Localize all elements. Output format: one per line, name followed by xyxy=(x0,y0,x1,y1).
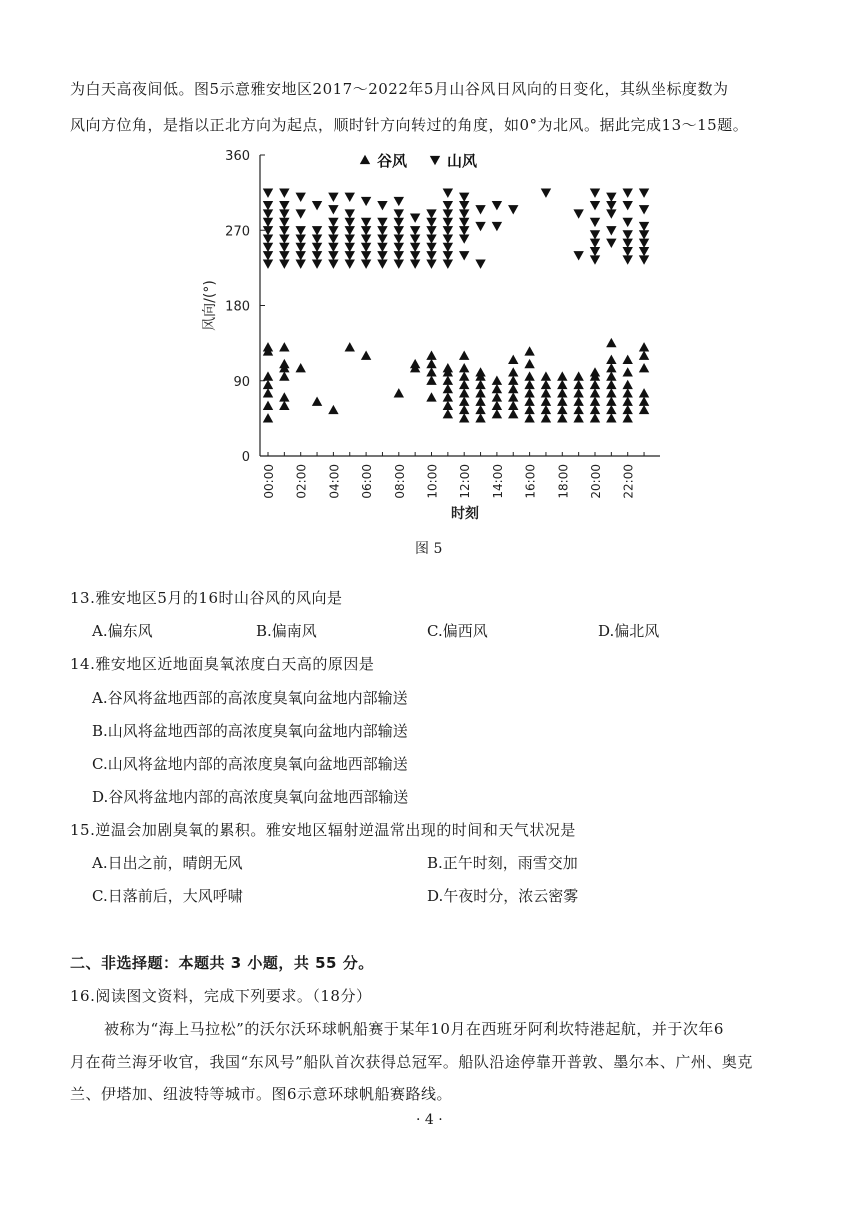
mountain-wind-point xyxy=(623,247,633,256)
mountain-wind-point xyxy=(475,222,485,231)
mountain-wind-point xyxy=(279,226,289,235)
valley-wind-point xyxy=(573,413,583,422)
valley-wind-point xyxy=(443,392,453,401)
y-tick-label: 90 xyxy=(233,374,250,390)
valley-wind-point xyxy=(639,350,649,359)
valley-wind-point xyxy=(557,396,567,405)
legend-valley-wind-label: 谷风 xyxy=(377,152,408,170)
q15-option-a[interactable]: A.日出之前，晴朗无风 xyxy=(92,854,243,872)
q14-option-c[interactable]: C.山风将盆地内部的高浓度臭氧向盆地西部输送 xyxy=(92,755,408,773)
valley-wind-point xyxy=(508,392,518,401)
valley-wind-point xyxy=(541,413,551,422)
mountain-wind-point xyxy=(377,243,387,252)
valley-wind-point xyxy=(345,342,355,351)
valley-wind-point xyxy=(508,367,518,376)
mountain-wind-point xyxy=(279,243,289,252)
valley-wind-point xyxy=(606,380,616,389)
valley-wind-point xyxy=(606,363,616,372)
mountain-wind-point xyxy=(296,193,306,202)
mountain-wind-point xyxy=(459,234,469,243)
q14-option-d[interactable]: D.谷风将盆地内部的高浓度臭氧向盆地西部输送 xyxy=(92,788,409,806)
valley-wind-point xyxy=(573,388,583,397)
mountain-wind-point xyxy=(410,234,420,243)
mountain-wind-point xyxy=(394,243,404,252)
mountain-wind-point xyxy=(263,209,273,218)
mountain-wind-point xyxy=(606,209,616,218)
mountain-wind-point xyxy=(475,205,485,214)
mountain-wind-point xyxy=(459,201,469,210)
mountain-wind-point xyxy=(312,201,322,210)
q15-option-c[interactable]: C.日落前后，大风呼啸 xyxy=(92,887,243,905)
valley-wind-point xyxy=(623,405,633,414)
valley-wind-point xyxy=(573,396,583,405)
mountain-wind-point xyxy=(328,226,338,235)
q15-stem: 15.逆温会加剧臭氧的累积。雅安地区辐射逆温常出现的时间和天气状况是 xyxy=(70,821,576,839)
valley-wind-point xyxy=(492,384,502,393)
mountain-wind-point xyxy=(410,214,420,223)
mountain-wind-point xyxy=(590,188,600,197)
valley-wind-point xyxy=(443,409,453,418)
mountain-wind-point xyxy=(394,251,404,260)
mountain-wind-point xyxy=(639,188,649,197)
valley-wind-point xyxy=(459,371,469,380)
q16-paragraph-3: 兰、伊塔加、纽波特等城市。图6示意环球帆船赛路线。 xyxy=(70,1085,453,1103)
figure-caption: 图 5 xyxy=(415,541,443,557)
mountain-wind-point xyxy=(377,260,387,269)
valley-wind-point xyxy=(557,405,567,414)
mountain-wind-point xyxy=(263,226,273,235)
mountain-wind-point xyxy=(279,188,289,197)
valley-wind-point xyxy=(279,392,289,401)
mountain-wind-point xyxy=(296,226,306,235)
mountain-wind-point xyxy=(443,188,453,197)
valley-wind-point xyxy=(557,380,567,389)
x-tick-label: 10:00 xyxy=(425,464,440,499)
mountain-wind-point xyxy=(410,226,420,235)
valley-wind-point xyxy=(443,363,453,372)
valley-wind-point xyxy=(508,401,518,410)
mountain-wind-point xyxy=(573,251,583,260)
mountain-wind-point xyxy=(443,201,453,210)
valley-wind-point xyxy=(394,388,404,397)
x-tick-label: 18:00 xyxy=(556,464,571,499)
valley-wind-point xyxy=(492,392,502,401)
wind-direction-chart xyxy=(190,140,670,530)
q14-stem: 14.雅安地区近地面臭氧浓度白天高的原因是 xyxy=(70,655,375,673)
valley-wind-point xyxy=(475,413,485,422)
valley-wind-point xyxy=(524,405,534,414)
valley-wind-point xyxy=(541,380,551,389)
mountain-wind-point xyxy=(345,260,355,269)
valley-wind-point xyxy=(361,350,371,359)
mountain-wind-point xyxy=(590,230,600,239)
mountain-wind-point xyxy=(345,226,355,235)
mountain-wind-point xyxy=(377,226,387,235)
valley-wind-point xyxy=(623,388,633,397)
valley-wind-point xyxy=(508,409,518,418)
mountain-wind-point xyxy=(443,234,453,243)
mountain-wind-point xyxy=(606,226,616,235)
valley-wind-point xyxy=(426,359,436,368)
mountain-wind-point xyxy=(394,260,404,269)
mountain-wind-point xyxy=(296,260,306,269)
mountain-wind-point xyxy=(263,260,273,269)
valley-wind-point xyxy=(475,380,485,389)
q16-stem: 16.阅读图文资料，完成下列要求。（18分） xyxy=(70,987,372,1005)
chart-legend xyxy=(360,152,478,170)
valley-wind-point xyxy=(524,388,534,397)
mountain-wind-point xyxy=(639,205,649,214)
valley-wind-point xyxy=(492,401,502,410)
y-tick-label: 180 xyxy=(225,299,250,315)
mountain-wind-point xyxy=(263,201,273,210)
mountain-wind-point xyxy=(606,239,616,248)
mountain-wind-point xyxy=(345,218,355,227)
mountain-wind-point xyxy=(361,226,371,235)
mountain-wind-point xyxy=(443,226,453,235)
mountain-wind-point xyxy=(279,201,289,210)
valley-wind-point xyxy=(590,380,600,389)
valley-wind-point xyxy=(508,355,518,364)
mountain-wind-point xyxy=(426,243,436,252)
valley-wind-point xyxy=(606,355,616,364)
mountain-wind-point xyxy=(279,260,289,269)
mountain-wind-point xyxy=(345,234,355,243)
valley-wind-point xyxy=(590,388,600,397)
intro-line-2: 风向方位角，是指以正北方向为起点，顺时针方向转过的角度，如0°为北风。据此完成13～15题。 xyxy=(70,116,749,134)
mountain-wind-point xyxy=(590,247,600,256)
valley-wind-point xyxy=(639,405,649,414)
mountain-wind-point xyxy=(361,218,371,227)
q15-option-b[interactable]: B.正午时刻，雨雪交加 xyxy=(427,854,578,872)
q13-option-d[interactable]: D.偏北风 xyxy=(598,622,660,640)
mountain-wind-point xyxy=(377,251,387,260)
q15-option-d[interactable]: D.午夜时分，浓云密雾 xyxy=(427,887,579,905)
valley-wind-point xyxy=(459,405,469,414)
valley-wind-point xyxy=(557,413,567,422)
mountain-wind-point xyxy=(361,243,371,252)
x-tick-label: 08:00 xyxy=(392,464,407,499)
mountain-wind-point xyxy=(492,222,502,231)
x-tick-label: 20:00 xyxy=(589,464,603,499)
mountain-wind-point xyxy=(345,251,355,260)
mountain-wind-point xyxy=(410,243,420,252)
valley-wind-point xyxy=(623,413,633,422)
valley-wind-point xyxy=(573,371,583,380)
mountain-wind-point xyxy=(410,260,420,269)
mountain-wind-point xyxy=(459,251,469,260)
legend-valley-wind-marker xyxy=(360,155,370,164)
q16-paragraph-2: 月在荷兰海牙收官，我国“东风号”船队首次获得总冠军。船队沿途停靠开普敦、墨尔本、广州、奥克 xyxy=(70,1053,753,1071)
valley-wind-point xyxy=(492,409,502,418)
page-number: · 4 · xyxy=(416,1112,443,1128)
valley-wind-point xyxy=(590,396,600,405)
mountain-wind-point xyxy=(590,239,600,248)
mountain-wind-point xyxy=(426,209,436,218)
valley-wind-point xyxy=(426,392,436,401)
mountain-wind-point xyxy=(639,247,649,256)
mountain-wind-point xyxy=(345,243,355,252)
valley-wind-point xyxy=(606,371,616,380)
q16-paragraph-1: 被称为“海上马拉松”的沃尔沃环球帆船赛于某年10月在西班牙阿利坎特港起航，并于次年6 xyxy=(104,1020,724,1038)
mountain-wind-point xyxy=(328,243,338,252)
valley-wind-point xyxy=(459,388,469,397)
mountain-wind-point xyxy=(623,255,633,264)
x-tick-label: 16:00 xyxy=(523,464,538,499)
valley-wind-point xyxy=(573,405,583,414)
mountain-wind-point xyxy=(443,243,453,252)
valley-wind-point xyxy=(443,376,453,385)
mountain-wind-point xyxy=(361,234,371,243)
valley-wind-point xyxy=(426,376,436,385)
valley-wind-point xyxy=(263,413,273,422)
mountain-wind-point xyxy=(426,234,436,243)
mountain-wind-point xyxy=(312,226,322,235)
mountain-wind-point xyxy=(443,218,453,227)
mountain-wind-point xyxy=(459,209,469,218)
valley-wind-point xyxy=(475,388,485,397)
q13-stem: 13.雅安地区5月的16时山谷风的风向是 xyxy=(70,589,343,607)
mountain-wind-point xyxy=(312,234,322,243)
mountain-wind-point xyxy=(263,234,273,243)
valley-wind-point xyxy=(328,405,338,414)
mountain-wind-point xyxy=(328,260,338,269)
mountain-wind-point xyxy=(606,201,616,210)
mountain-wind-point xyxy=(312,243,322,252)
valley-wind-point xyxy=(279,401,289,410)
mountain-wind-point xyxy=(328,234,338,243)
y-tick-label: 270 xyxy=(225,224,250,240)
valley-wind-point xyxy=(623,355,633,364)
x-tick-label: 12:00 xyxy=(458,464,473,499)
valley-wind-point xyxy=(623,396,633,405)
mountain-wind-point xyxy=(263,218,273,227)
valley-wind-point xyxy=(443,384,453,393)
valley-wind-point xyxy=(459,413,469,422)
y-axis-label: 风向/(°) xyxy=(202,280,218,331)
valley-wind-point xyxy=(459,363,469,372)
mountain-wind-point xyxy=(312,260,322,269)
mountain-wind-point xyxy=(590,255,600,264)
mountain-wind-point xyxy=(312,251,322,260)
valley-wind-point xyxy=(639,363,649,372)
q13-option-a[interactable]: A.偏东风 xyxy=(92,622,153,640)
valley-wind-point xyxy=(606,405,616,414)
valley-wind-point xyxy=(639,396,649,405)
valley-wind-point xyxy=(459,380,469,389)
mountain-wind-point xyxy=(279,218,289,227)
mountain-wind-point xyxy=(361,251,371,260)
mountain-wind-point xyxy=(279,234,289,243)
mountain-wind-point xyxy=(426,218,436,227)
valley-wind-point xyxy=(623,380,633,389)
valley-wind-point xyxy=(279,371,289,380)
y-tick-label: 0 xyxy=(241,450,250,465)
mountain-wind-point xyxy=(296,209,306,218)
mountain-wind-point xyxy=(606,193,616,202)
q14-option-a[interactable]: A.谷风将盆地西部的高浓度臭氧向盆地内部输送 xyxy=(92,689,408,707)
valley-wind-point xyxy=(541,388,551,397)
valley-wind-point xyxy=(590,405,600,414)
valley-wind-point xyxy=(541,396,551,405)
valley-wind-point xyxy=(279,359,289,368)
mountain-wind-point xyxy=(394,209,404,218)
valley-wind-point xyxy=(606,413,616,422)
mountain-wind-point xyxy=(459,193,469,202)
x-tick-label: 04:00 xyxy=(327,464,342,499)
mountain-wind-point xyxy=(279,251,289,260)
mountain-wind-point xyxy=(492,201,502,210)
mountain-wind-point xyxy=(475,260,485,269)
mountain-wind-point xyxy=(590,218,600,227)
mountain-wind-point xyxy=(296,251,306,260)
mountain-wind-point xyxy=(443,260,453,269)
mountain-wind-point xyxy=(328,218,338,227)
mountain-wind-point xyxy=(279,209,289,218)
mountain-wind-point xyxy=(328,251,338,260)
mountain-wind-point xyxy=(410,251,420,260)
valley-wind-point xyxy=(639,388,649,397)
valley-wind-point xyxy=(263,371,273,380)
valley-wind-point xyxy=(263,342,273,351)
chart-marks xyxy=(263,188,649,422)
valley-wind-point xyxy=(296,363,306,372)
mountain-wind-point xyxy=(361,260,371,269)
valley-wind-point xyxy=(606,338,616,347)
x-tick-label: 02:00 xyxy=(294,464,309,499)
mountain-wind-point xyxy=(426,226,436,235)
valley-wind-point xyxy=(410,359,420,368)
valley-wind-point xyxy=(524,359,534,368)
mountain-wind-point xyxy=(377,201,387,210)
mountain-wind-point xyxy=(541,188,551,197)
mountain-wind-point xyxy=(623,218,633,227)
mountain-wind-point xyxy=(345,209,355,218)
mountain-wind-point xyxy=(377,234,387,243)
valley-wind-point xyxy=(312,396,322,405)
valley-wind-point xyxy=(475,367,485,376)
valley-wind-point xyxy=(263,401,273,410)
mountain-wind-point xyxy=(426,260,436,269)
mountain-wind-point xyxy=(328,193,338,202)
mountain-wind-point xyxy=(623,239,633,248)
valley-wind-point xyxy=(557,388,567,397)
valley-wind-point xyxy=(459,350,469,359)
mountain-wind-point xyxy=(361,197,371,206)
valley-wind-point xyxy=(541,405,551,414)
mountain-wind-point xyxy=(590,201,600,210)
q13-option-b[interactable]: B.偏南风 xyxy=(256,622,317,640)
mountain-wind-point xyxy=(263,243,273,252)
valley-wind-point xyxy=(573,380,583,389)
section-2-title: 二、非选择题：本题共 3 小题，共 55 分。 xyxy=(70,954,374,972)
q14-option-b[interactable]: B.山风将盆地西部的高浓度臭氧向盆地内部输送 xyxy=(92,722,408,740)
valley-wind-point xyxy=(475,405,485,414)
x-tick-label: 06:00 xyxy=(360,464,375,499)
mountain-wind-point xyxy=(263,251,273,260)
x-axis-label: 时刻 xyxy=(451,506,479,522)
valley-wind-point xyxy=(524,396,534,405)
valley-wind-point xyxy=(590,413,600,422)
valley-wind-point xyxy=(524,346,534,355)
q13-option-c[interactable]: C.偏西风 xyxy=(427,622,488,640)
valley-wind-point xyxy=(541,371,551,380)
valley-wind-point xyxy=(623,367,633,376)
valley-wind-point xyxy=(426,350,436,359)
mountain-wind-point xyxy=(459,218,469,227)
valley-wind-point xyxy=(508,384,518,393)
valley-wind-point xyxy=(443,401,453,410)
valley-wind-point xyxy=(524,371,534,380)
valley-wind-point xyxy=(606,396,616,405)
mountain-wind-point xyxy=(573,209,583,218)
mountain-wind-point xyxy=(263,188,273,197)
legend-mountain-wind-label: 山风 xyxy=(447,152,478,170)
valley-wind-point xyxy=(263,388,273,397)
valley-wind-point xyxy=(590,367,600,376)
mountain-wind-point xyxy=(443,251,453,260)
mountain-wind-point xyxy=(345,193,355,202)
mountain-wind-point xyxy=(623,188,633,197)
y-tick-label: 360 xyxy=(225,149,250,164)
mountain-wind-point xyxy=(426,251,436,260)
mountain-wind-point xyxy=(377,218,387,227)
valley-wind-point xyxy=(524,380,534,389)
valley-wind-point xyxy=(492,376,502,385)
mountain-wind-point xyxy=(639,239,649,248)
mountain-wind-point xyxy=(394,234,404,243)
valley-wind-point xyxy=(524,413,534,422)
x-tick-label: 00:00 xyxy=(262,464,276,499)
mountain-wind-point xyxy=(459,226,469,235)
valley-wind-point xyxy=(279,342,289,351)
valley-wind-point xyxy=(426,367,436,376)
valley-wind-point xyxy=(508,376,518,385)
legend-mountain-wind-marker xyxy=(430,156,440,165)
mountain-wind-point xyxy=(394,226,404,235)
valley-wind-point xyxy=(459,396,469,405)
mountain-wind-point xyxy=(639,255,649,264)
mountain-wind-point xyxy=(639,222,649,231)
x-tick-label: 22:00 xyxy=(621,464,636,499)
x-tick-label: 14:00 xyxy=(490,464,505,499)
valley-wind-point xyxy=(557,371,567,380)
valley-wind-point xyxy=(606,388,616,397)
valley-wind-point xyxy=(639,342,649,351)
mountain-wind-point xyxy=(296,243,306,252)
mountain-wind-point xyxy=(394,218,404,227)
mountain-wind-point xyxy=(394,197,404,206)
valley-wind-point xyxy=(475,396,485,405)
mountain-wind-point xyxy=(296,234,306,243)
mountain-wind-point xyxy=(443,209,453,218)
mountain-wind-point xyxy=(639,230,649,239)
mountain-wind-point xyxy=(623,201,633,210)
mountain-wind-point xyxy=(623,230,633,239)
mountain-wind-point xyxy=(328,205,338,214)
intro-line-1: 为白天高夜间低。图5示意雅安地区2017～2022年5月山谷风日风向的日变化，其纵坐标度数为 xyxy=(70,80,729,98)
mountain-wind-point xyxy=(508,205,518,214)
